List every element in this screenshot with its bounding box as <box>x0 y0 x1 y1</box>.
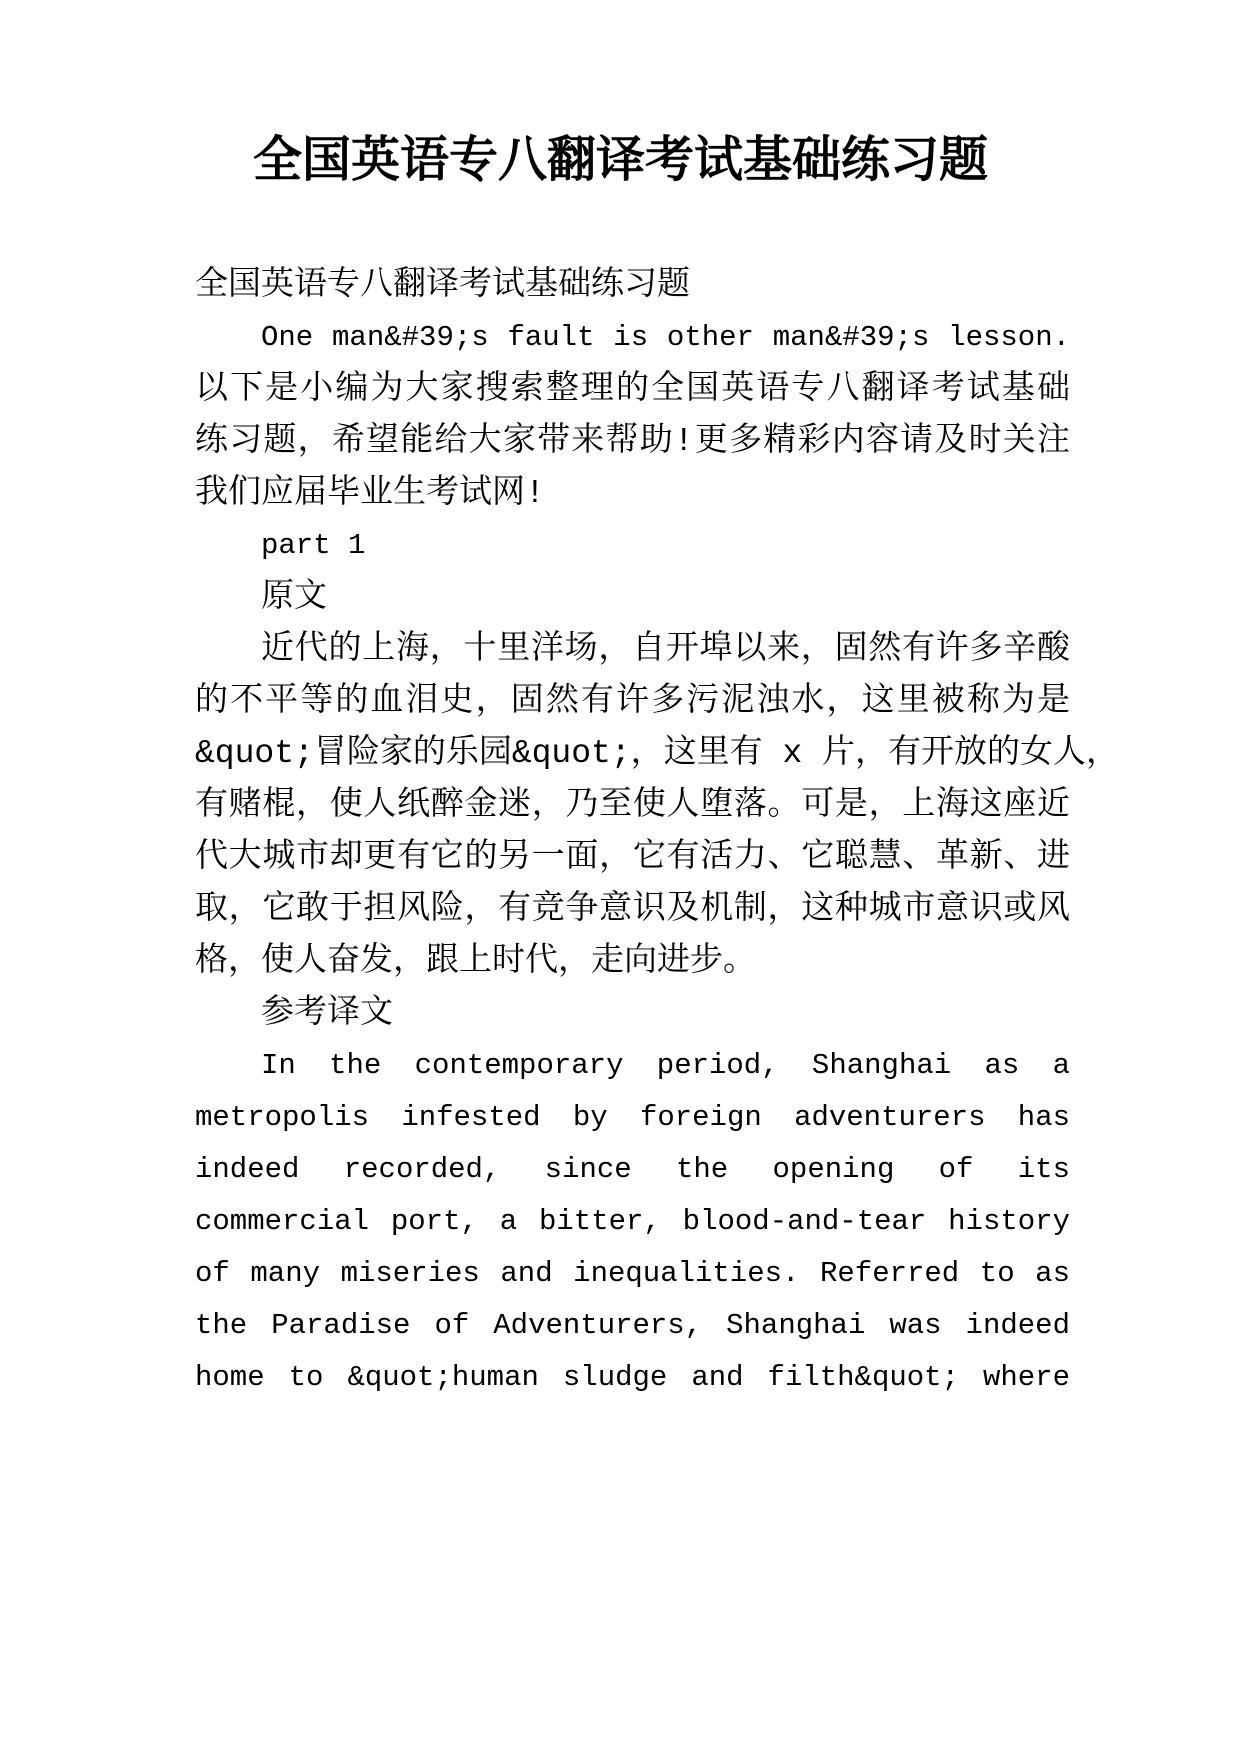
part-1-label <box>195 520 1070 572</box>
text-line: the Paradise of Adventurers, Shanghai was indeed <box>195 1309 1070 1342</box>
translation-text <box>195 1040 1070 1404</box>
text-line: 以下是小编为大家搜索整理的全国英语专八翻译考试基础 <box>195 371 1070 408</box>
text-line: metropolis infested by foreign adventurers has <box>195 1101 1070 1134</box>
text-line: 格，使人奋发，跟上时代，走向进步。 <box>195 943 756 980</box>
source-heading <box>195 572 1070 624</box>
text-line: commercial port, a bitter, blood-and-tear history <box>195 1205 1070 1238</box>
text-line: 代大城市却更有它的另一面，它有活力、它聪慧、革新、进 <box>195 839 1070 876</box>
page-title: 全国英语专八翻译考试基础练习题 <box>252 135 988 191</box>
text-line: 原文 <box>261 579 327 616</box>
intro-paragraph <box>195 312 1070 520</box>
text-line: 近代的上海，十里洋场，自开埠以来，固然有许多辛酸 <box>261 631 1070 668</box>
document-body <box>195 260 1120 1404</box>
text-line: 的不平等的血泪史，固然有许多污泥浊水，这里被称为是 <box>195 683 1070 720</box>
text-line: 有赌棍，使人纸醉金迷，乃至使人堕落。可是，上海这座近 <box>195 787 1070 824</box>
text-line: of many miseries and inequalities. Referred to as <box>195 1257 1070 1290</box>
text-line: 练习题，希望能给大家带来帮助!更多精彩内容请及时关注 <box>195 423 1070 460</box>
text-line: home to &quot;human sludge and filth&quot; where <box>195 1361 1070 1394</box>
text-line: indeed recorded, since the opening of its <box>195 1153 1070 1186</box>
text-line: 取，它敢于担风险，有竞争意识及机制，这种城市意识或风 <box>195 891 1070 928</box>
text-line: part 1 <box>261 529 366 562</box>
text-line: &quot;冒险家的乐园&quot;，这里有 x 片，有开放的女人， <box>195 735 1120 772</box>
subtitle <box>195 260 1070 312</box>
text-line: 全国英语专八翻译考试基础练习题 <box>195 267 690 304</box>
text-line: 参考译文 <box>261 995 393 1032</box>
source-text <box>195 624 1120 988</box>
text-line: One man&#39;s fault is other man&#39;s lesson. <box>261 321 1070 354</box>
text-line: 我们应届毕业生考试网! <box>195 475 545 512</box>
text-line: In the contemporary period, Shanghai as a <box>261 1049 1070 1082</box>
translation-heading <box>195 988 1070 1040</box>
